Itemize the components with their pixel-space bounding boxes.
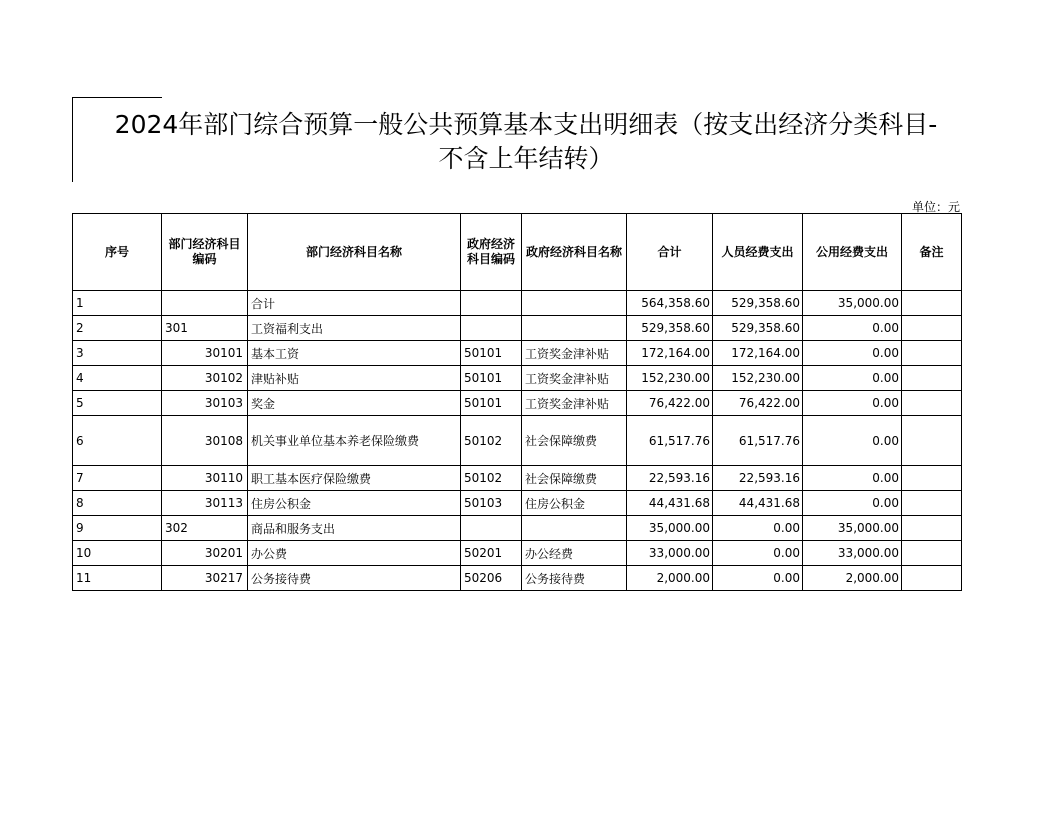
cell-gov-name [522, 516, 627, 541]
cell-dept-name: 基本工资 [248, 341, 461, 366]
cell-total: 152,230.00 [627, 366, 713, 391]
cell-no: 1 [73, 291, 162, 316]
cell-dept-code: 30110 [162, 466, 248, 491]
cell-dept-name: 办公费 [248, 541, 461, 566]
page-corner-mark-top [72, 97, 162, 98]
cell-personnel: 61,517.76 [713, 416, 803, 466]
cell-note [902, 316, 962, 341]
header-no: 序号 [73, 214, 162, 291]
cell-personnel: 0.00 [713, 516, 803, 541]
header-total: 合计 [627, 214, 713, 291]
table-row [73, 341, 962, 366]
cell-note [902, 366, 962, 391]
cell-gov-code: 50206 [461, 566, 522, 591]
table-row [73, 416, 962, 466]
cell-personnel: 76,422.00 [713, 391, 803, 416]
cell-dept-name: 机关事业单位基本养老保险缴费 [248, 416, 461, 466]
cell-dept-code: 30113 [162, 491, 248, 516]
cell-gov-name [522, 291, 627, 316]
header-gov-code: 政府经济科目编码 [461, 214, 522, 291]
cell-total: 529,358.60 [627, 316, 713, 341]
cell-gov-name: 社会保障缴费 [522, 416, 627, 466]
cell-public: 0.00 [803, 391, 902, 416]
cell-dept-name: 合计 [248, 291, 461, 316]
cell-personnel: 529,358.60 [713, 316, 803, 341]
cell-public: 33,000.00 [803, 541, 902, 566]
cell-dept-name: 公务接待费 [248, 566, 461, 591]
table-row [73, 316, 962, 341]
cell-note [902, 516, 962, 541]
cell-gov-code [461, 291, 522, 316]
header-personnel: 人员经费支出 [713, 214, 803, 291]
cell-no: 11 [73, 566, 162, 591]
cell-total: 33,000.00 [627, 541, 713, 566]
cell-note [902, 416, 962, 466]
cell-public: 35,000.00 [803, 516, 902, 541]
cell-gov-code: 50102 [461, 416, 522, 466]
cell-no: 8 [73, 491, 162, 516]
cell-dept-code: 30102 [162, 366, 248, 391]
cell-gov-code: 50101 [461, 366, 522, 391]
cell-gov-name: 办公经费 [522, 541, 627, 566]
cell-gov-name: 工资奖金津补贴 [522, 341, 627, 366]
cell-public: 35,000.00 [803, 291, 902, 316]
cell-gov-name: 住房公积金 [522, 491, 627, 516]
cell-public: 0.00 [803, 416, 902, 466]
cell-public: 0.00 [803, 491, 902, 516]
cell-note [902, 466, 962, 491]
table-row [73, 491, 962, 516]
cell-dept-code: 30103 [162, 391, 248, 416]
cell-personnel: 0.00 [713, 541, 803, 566]
cell-no: 4 [73, 366, 162, 391]
cell-dept-code: 302 [162, 516, 248, 541]
cell-note [902, 541, 962, 566]
table-row [73, 391, 962, 416]
table-row [73, 466, 962, 491]
cell-note [902, 491, 962, 516]
cell-no: 6 [73, 416, 162, 466]
title-line-2: 不含上年结转） [438, 144, 614, 173]
cell-dept-name: 商品和服务支出 [248, 516, 461, 541]
cell-dept-code: 301 [162, 316, 248, 341]
table-row [73, 291, 962, 316]
cell-total: 172,164.00 [627, 341, 713, 366]
cell-gov-name: 工资奖金津补贴 [522, 366, 627, 391]
cell-personnel: 152,230.00 [713, 366, 803, 391]
cell-dept-name: 职工基本医疗保险缴费 [248, 466, 461, 491]
cell-dept-name: 住房公积金 [248, 491, 461, 516]
cell-personnel: 44,431.68 [713, 491, 803, 516]
page-title [76, 108, 976, 176]
cell-no: 9 [73, 516, 162, 541]
cell-personnel: 172,164.00 [713, 341, 803, 366]
cell-note [902, 291, 962, 316]
page-corner-mark-left [72, 97, 73, 182]
cell-gov-name: 公务接待费 [522, 566, 627, 591]
cell-personnel: 0.00 [713, 566, 803, 591]
cell-no: 5 [73, 391, 162, 416]
cell-public: 0.00 [803, 316, 902, 341]
header-public: 公用经费支出 [803, 214, 902, 291]
cell-note [902, 566, 962, 591]
table-row [73, 516, 962, 541]
cell-dept-name: 津贴补贴 [248, 366, 461, 391]
cell-gov-code: 50102 [461, 466, 522, 491]
cell-gov-code: 50101 [461, 391, 522, 416]
budget-table [72, 213, 962, 591]
header-gov-name: 政府经济科目名称 [522, 214, 627, 291]
cell-personnel: 22,593.16 [713, 466, 803, 491]
cell-note [902, 341, 962, 366]
cell-total: 76,422.00 [627, 391, 713, 416]
header-dept-name: 部门经济科目名称 [248, 214, 461, 291]
cell-total: 2,000.00 [627, 566, 713, 591]
table-row [73, 566, 962, 591]
cell-no: 10 [73, 541, 162, 566]
cell-gov-code: 50101 [461, 341, 522, 366]
cell-total: 44,431.68 [627, 491, 713, 516]
cell-dept-name: 奖金 [248, 391, 461, 416]
cell-gov-code [461, 316, 522, 341]
cell-public: 2,000.00 [803, 566, 902, 591]
cell-gov-name [522, 316, 627, 341]
cell-gov-code: 50103 [461, 491, 522, 516]
cell-dept-code: 30108 [162, 416, 248, 466]
cell-dept-name: 工资福利支出 [248, 316, 461, 341]
cell-public: 0.00 [803, 341, 902, 366]
header-note: 备注 [902, 214, 962, 291]
cell-dept-code: 30101 [162, 341, 248, 366]
cell-gov-code: 50201 [461, 541, 522, 566]
cell-gov-name: 社会保障缴费 [522, 466, 627, 491]
cell-personnel: 529,358.60 [713, 291, 803, 316]
cell-dept-code: 30217 [162, 566, 248, 591]
cell-dept-code: 30201 [162, 541, 248, 566]
cell-dept-code [162, 291, 248, 316]
table-row [73, 541, 962, 566]
unit-label: 单位：元 [911, 200, 960, 214]
table-header-row [73, 214, 962, 291]
table-row [73, 366, 962, 391]
cell-no: 3 [73, 341, 162, 366]
cell-total: 35,000.00 [627, 516, 713, 541]
cell-no: 2 [73, 316, 162, 341]
cell-public: 0.00 [803, 466, 902, 491]
cell-no: 7 [73, 466, 162, 491]
cell-gov-name: 工资奖金津补贴 [522, 391, 627, 416]
header-dept-code: 部门经济科目编码 [162, 214, 248, 291]
cell-total: 564,358.60 [627, 291, 713, 316]
cell-public: 0.00 [803, 366, 902, 391]
title-line-1: 2024年部门综合预算一般公共预算基本支出明细表（按支出经济分类科目- [114, 110, 938, 139]
cell-gov-code [461, 516, 522, 541]
cell-total: 22,593.16 [627, 466, 713, 491]
cell-total: 61,517.76 [627, 416, 713, 466]
cell-note [902, 391, 962, 416]
